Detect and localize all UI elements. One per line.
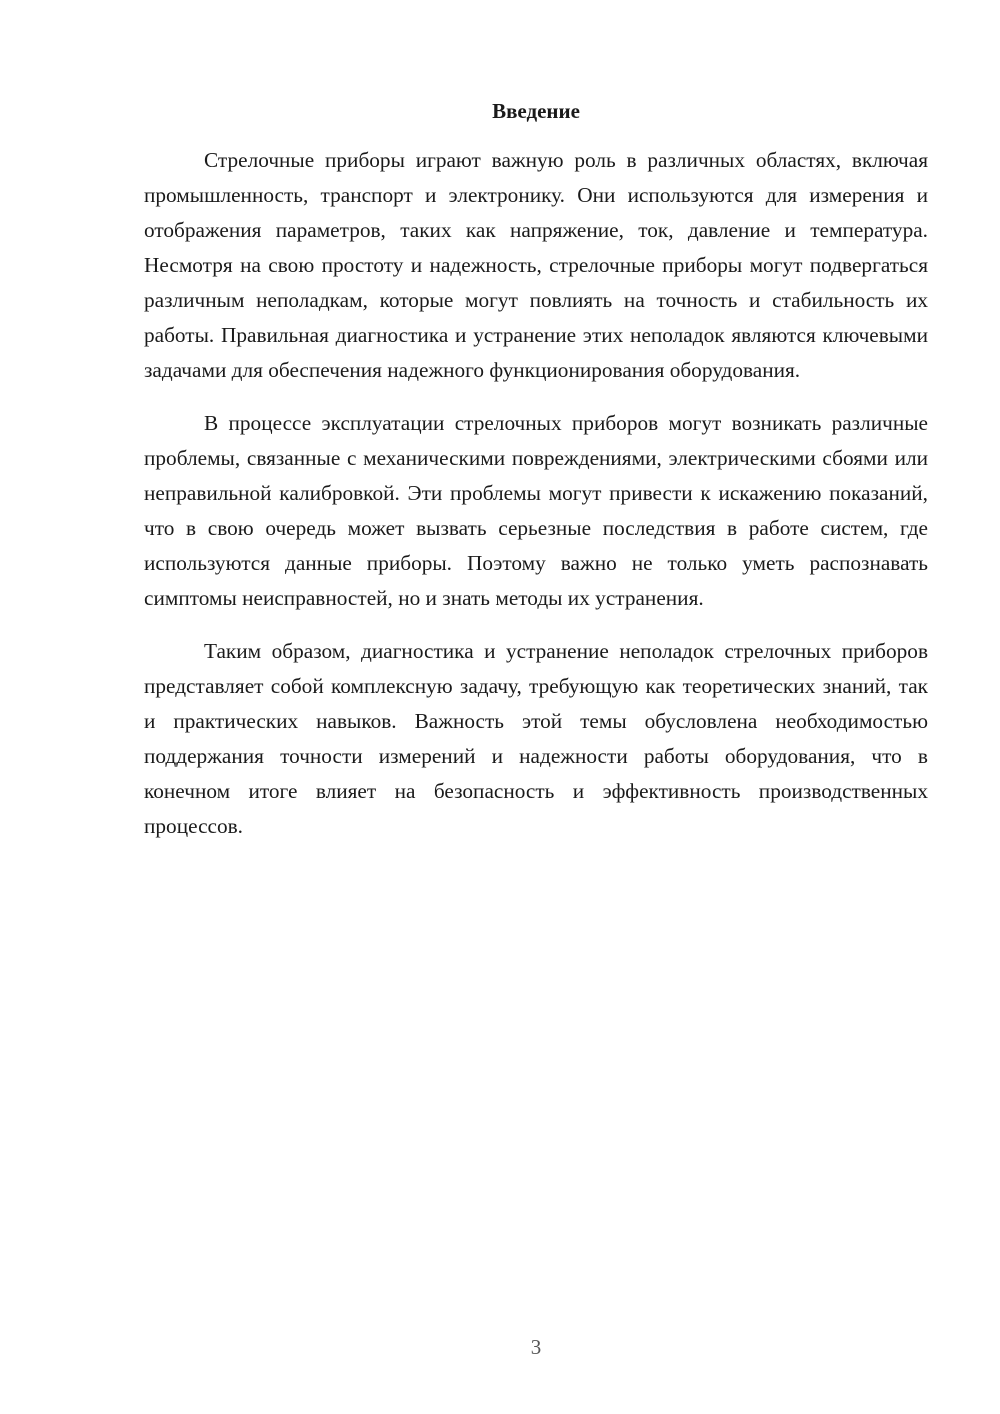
paragraph-2: В процессе эксплуатации стрелочных приборов могут возникать различные проблемы, связанные с механическими повреждениями, электрическими сбоями или неправильной калибровкой. Эти проблемы могут привести к искажению показаний, что в свою очередь может вызвать серьезные последствия в работе систем, где используются данные приборы. Поэтому важно не только уметь распознавать симптомы неисправностей, но и знать методы их устранения. — [144, 411, 928, 610]
section-heading: Введение — [492, 99, 580, 123]
paragraph-3: Таким образом, диагностика и устранение неполадок стрелочных приборов представляет собой комплексную задачу, требующую как теоретических знаний, так и практических навыков. Важность этой темы обусловлена необходимостью поддержания точности измерений и надежности работы оборудования, что в конечном итоге влияет на безопасность и эффективность производственных процессов. — [144, 639, 928, 838]
paragraph-1: Стрелочные приборы играют важную роль в различных областях, включая промышленность, транспорт и электронику. Они используются для измерения и отображения параметров, таких как напряжение, ток, давление и температура. Несмотря на свою простоту и надежность, стрелочные приборы могут подвергаться различным неполадкам, которые могут повлиять на точность и стабильность их работы. Правильная диагностика и устранение этих неполадок являются ключевыми задачами для обеспечения надежного функционирования оборудования. — [144, 148, 928, 382]
page-number: 3 — [530, 1335, 542, 1359]
body-text — [144, 143, 928, 844]
